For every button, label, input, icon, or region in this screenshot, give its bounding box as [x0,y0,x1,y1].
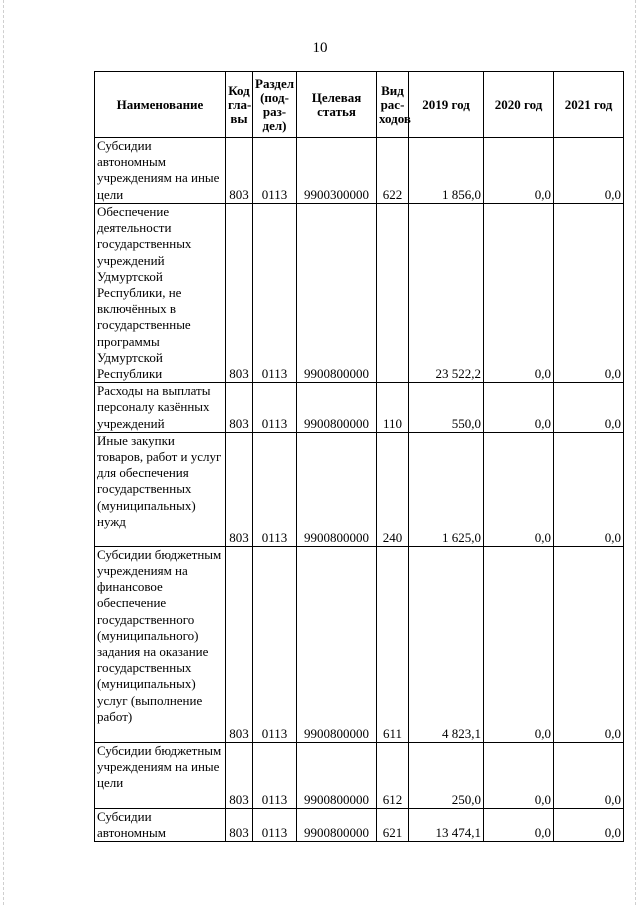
table-row [95,808,624,841]
row-2020: 0,0 [484,383,554,433]
row-target-item: 9900800000 [297,383,377,433]
row-name: Субсидии бюджетным учреждениям на иные цели [95,742,226,808]
row-chapter-code: 803 [226,138,253,204]
row-expense-type: 622 [377,138,409,204]
row-section: 0113 [253,432,297,546]
table-row [95,742,624,808]
header-2021: 2021 год [554,72,624,138]
row-2019: 250,0 [409,742,484,808]
row-name: Расходы на выплаты персоналу казённых учреждений [95,383,226,433]
row-chapter-code: 803 [226,383,253,433]
row-target-item: 9900800000 [297,204,377,383]
row-target-item: 9900800000 [297,546,377,742]
header-name: Наименование [95,72,226,138]
row-2019: 23 522,2 [409,204,484,383]
row-chapter-code: 803 [226,742,253,808]
row-2021: 0,0 [554,808,624,841]
row-chapter-code: 803 [226,546,253,742]
row-2020: 0,0 [484,204,554,383]
row-2019: 1 625,0 [409,432,484,546]
row-2019: 13 474,1 [409,808,484,841]
header-2020: 2020 год [484,72,554,138]
row-expense-type: 621 [377,808,409,841]
header-expense-type: Вид рас- ходов [377,72,409,138]
table-row [95,432,624,546]
row-expense-type: 611 [377,546,409,742]
table-row [95,546,624,742]
row-chapter-code: 803 [226,432,253,546]
header-chapter-code: Код гла- вы [226,72,253,138]
row-2019: 1 856,0 [409,138,484,204]
row-name: Обеспечение деятельности государственных учреждений Удмуртской Республики, не включённых в государственные программы Удмуртской Республики [95,204,226,383]
row-chapter-code: 803 [226,204,253,383]
row-2021: 0,0 [554,138,624,204]
row-section: 0113 [253,383,297,433]
row-2021: 0,0 [554,742,624,808]
header-target-item: Целевая статья [297,72,377,138]
header-2019: 2019 год [409,72,484,138]
row-section: 0113 [253,742,297,808]
row-2020: 0,0 [484,138,554,204]
row-2021: 0,0 [554,204,624,383]
row-section: 0113 [253,546,297,742]
row-name: Субсидии бюджетным учреждениям на финансовое обеспечение государственного (муниципального) задания на оказание государственных (муниципальных) услуг (выполнение работ) [95,546,226,742]
row-expense-type: 240 [377,432,409,546]
row-chapter-code: 803 [226,808,253,841]
row-section: 0113 [253,204,297,383]
page-edge-left [3,0,4,905]
page-edge-right [635,0,636,905]
row-target-item: 9900800000 [297,432,377,546]
table-header-row [95,72,624,138]
table-row [95,204,624,383]
row-2019: 4 823,1 [409,546,484,742]
row-2020: 0,0 [484,432,554,546]
row-expense-type [377,204,409,383]
row-expense-type: 110 [377,383,409,433]
row-target-item: 9900300000 [297,138,377,204]
row-name: Иные закупки товаров, работ и услуг для обеспечения государственных (муниципальных) нужд [95,432,226,546]
row-2020: 0,0 [484,808,554,841]
row-2021: 0,0 [554,546,624,742]
table-row [95,138,624,204]
row-target-item: 9900800000 [297,742,377,808]
row-expense-type: 612 [377,742,409,808]
row-name: Субсидии автономным учреждениям на иные цели [95,138,226,204]
table-row [95,383,624,433]
page-number: 10 [312,40,328,56]
row-section: 0113 [253,808,297,841]
row-section: 0113 [253,138,297,204]
header-section: Раздел (под- раз- дел) [253,72,297,138]
row-2021: 0,0 [554,432,624,546]
row-2021: 0,0 [554,383,624,433]
row-2019: 550,0 [409,383,484,433]
row-2020: 0,0 [484,742,554,808]
row-2020: 0,0 [484,546,554,742]
row-target-item: 9900800000 [297,808,377,841]
budget-table [94,71,624,842]
row-name: Субсидии автономным [95,808,226,841]
